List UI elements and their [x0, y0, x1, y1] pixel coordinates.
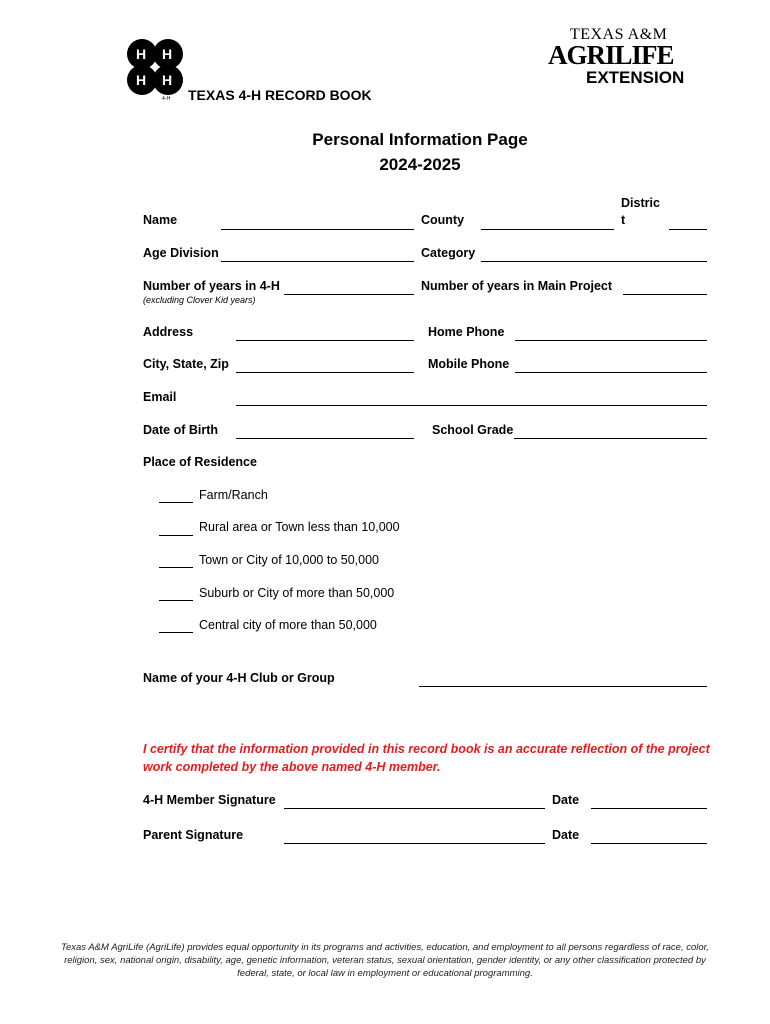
agrilife-line1: TEXAS A&M	[570, 26, 668, 43]
mobile-phone-line[interactable]	[515, 372, 707, 373]
member-date-label: Date	[552, 793, 580, 807]
email-line[interactable]	[236, 405, 707, 406]
club-name-label: Name of your 4-H Club or Group	[143, 671, 335, 685]
county-label: County	[421, 213, 465, 227]
member-signature-line[interactable]	[284, 808, 545, 809]
email-label: Email	[143, 390, 177, 404]
residence-option-blank-2[interactable]	[159, 535, 193, 536]
school-grade-label: School Grade	[432, 423, 514, 437]
school-grade-line[interactable]	[514, 438, 707, 439]
county-line[interactable]	[481, 229, 614, 230]
residence-option-5: Central city of more than 50,000	[199, 618, 377, 632]
page-title: Personal Information Page	[312, 130, 528, 149]
agrilife-line3: EXTENSION	[586, 68, 685, 87]
agrilife-line2: AGRILIFE	[548, 40, 674, 70]
category-line[interactable]	[481, 261, 707, 262]
svg-text:H: H	[136, 72, 147, 88]
city-state-zip-line[interactable]	[236, 372, 414, 373]
parent-signature-line[interactable]	[284, 843, 545, 844]
place-of-residence-label: Place of Residence	[143, 455, 257, 469]
category-label: Category	[421, 246, 476, 260]
residence-option-blank-4[interactable]	[159, 600, 193, 601]
city-state-zip-label: City, State, Zip	[143, 357, 229, 371]
residence-option-3: Town or City of 10,000 to 50,000	[199, 553, 379, 567]
district-label-line2: t	[621, 213, 626, 227]
certification-statement: I certify that the information provided in this record book is an accurate reflection of the project work completed by the above named 4-H member.	[143, 742, 710, 774]
residence-option-blank-1[interactable]	[159, 502, 193, 503]
residence-option-1: Farm/Ranch	[199, 488, 268, 502]
agrilife-extension-logo	[548, 26, 708, 90]
home-phone-label: Home Phone	[428, 325, 505, 339]
years-in-4h-label: Number of years in 4-H	[143, 279, 280, 293]
district-line[interactable]	[669, 229, 707, 230]
years-note: (excluding Clover Kid years)	[143, 295, 256, 305]
parent-date-label: Date	[552, 828, 580, 842]
svg-text:H: H	[162, 72, 173, 88]
name-line[interactable]	[221, 229, 414, 230]
member-date-line[interactable]	[591, 808, 707, 809]
district-label-line1: Distric	[621, 196, 660, 210]
member-signature-label: 4-H Member Signature	[143, 793, 276, 807]
4h-small-mark: 4-H	[162, 96, 171, 102]
date-of-birth-line[interactable]	[236, 438, 414, 439]
equal-opportunity-footer: Texas A&M AgriLife (AgriLife) provides equal opportunity in its programs and activities, education, and employment to all persons regardless of race, color, religion, sex, national origin, disability, age, genetic information, veteran status, sexual orientation, gender identity, or any other classification protected by federal, state, or local law in employment or educational programming.	[61, 942, 709, 979]
residence-option-4: Suburb or City of more than 50,000	[199, 586, 395, 600]
page-year: 2024-2025	[379, 155, 461, 174]
club-name-line[interactable]	[419, 686, 707, 687]
age-division-line[interactable]	[221, 261, 414, 262]
address-line[interactable]	[236, 340, 414, 341]
years-main-project-label: Number of years in Main Project	[421, 279, 613, 293]
address-label: Address	[143, 325, 194, 339]
parent-signature-label: Parent Signature	[143, 828, 244, 842]
residence-option-blank-5[interactable]	[159, 632, 193, 633]
svg-text:H: H	[136, 46, 147, 62]
svg-text:H: H	[162, 46, 173, 62]
age-division-label: Age Division	[143, 246, 219, 260]
name-label: Name	[143, 213, 178, 227]
parent-date-line[interactable]	[591, 843, 707, 844]
years-in-4h-line[interactable]	[284, 294, 414, 295]
4h-clover-logo	[122, 36, 190, 102]
years-main-project-line[interactable]	[623, 294, 707, 295]
mobile-phone-label: Mobile Phone	[428, 357, 510, 371]
record-book-title: TEXAS 4-H RECORD BOOK	[188, 87, 372, 103]
home-phone-line[interactable]	[515, 340, 707, 341]
residence-option-2: Rural area or Town less than 10,000	[199, 520, 400, 534]
residence-option-blank-3[interactable]	[159, 567, 193, 568]
date-of-birth-label: Date of Birth	[143, 423, 218, 437]
